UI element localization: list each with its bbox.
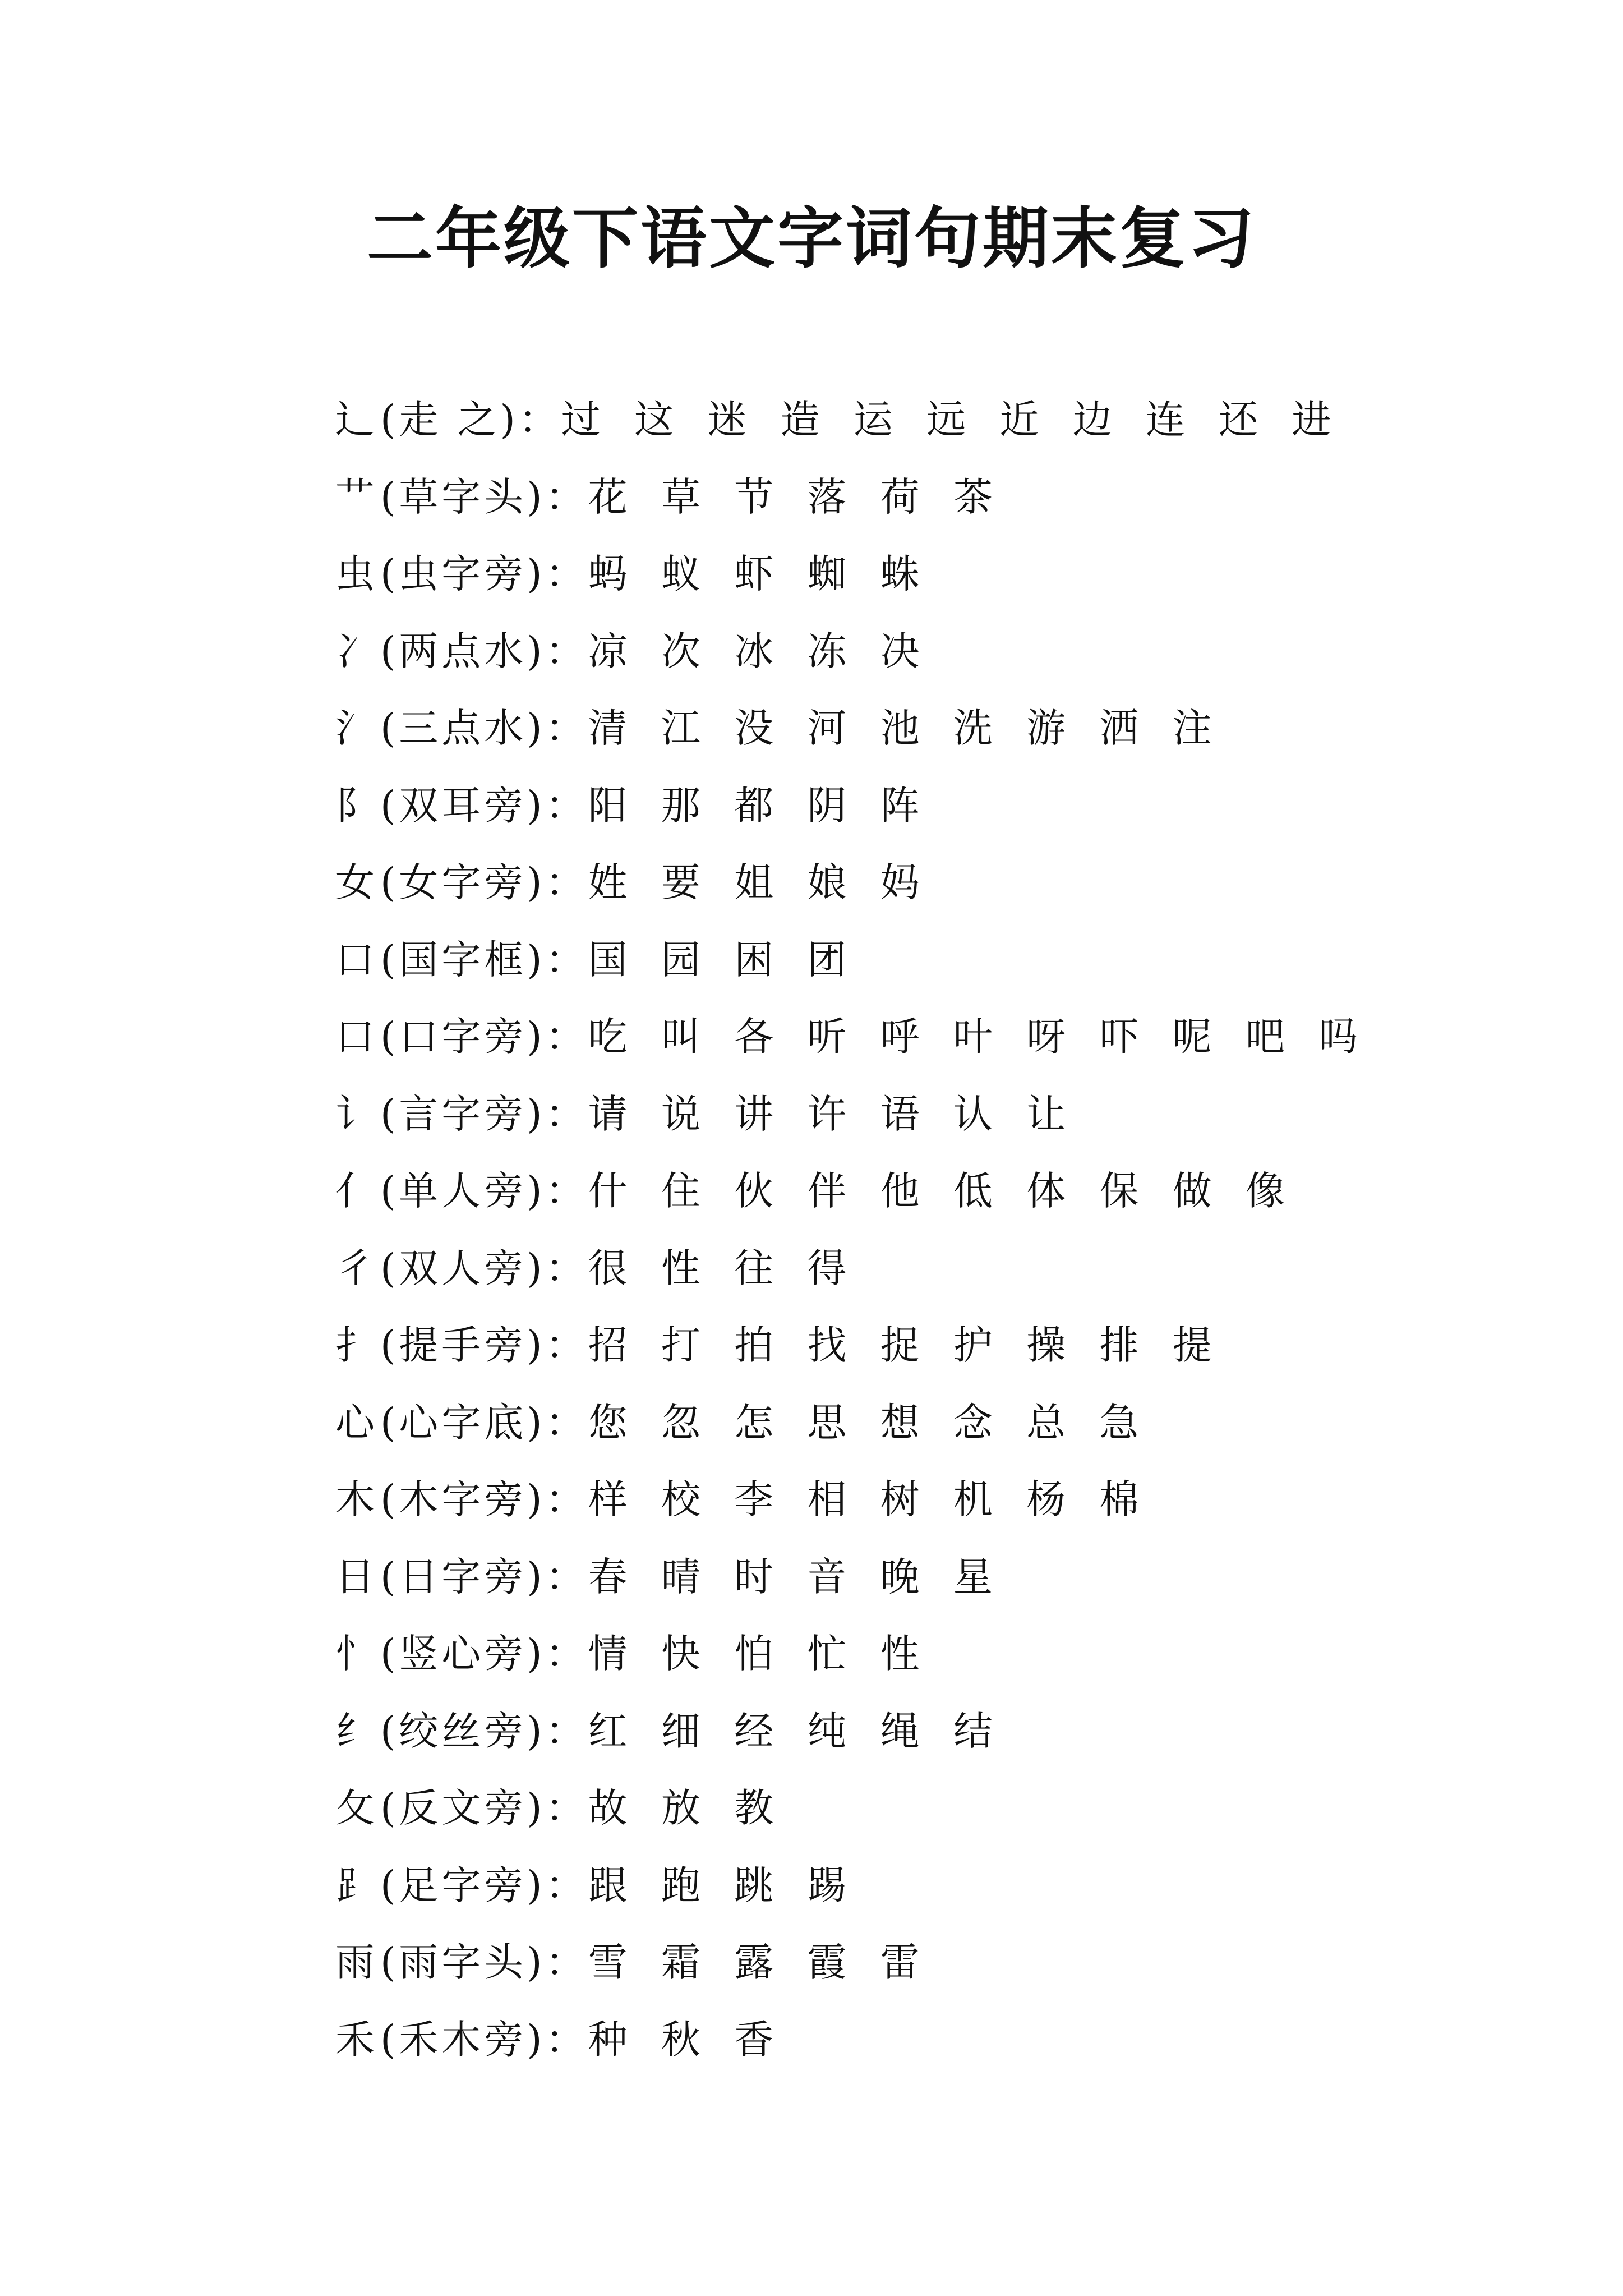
radical-row: [335, 1693, 1569, 1770]
example-characters: 花 草 节 落 荷 茶: [588, 473, 994, 520]
radical-row: [335, 1307, 1569, 1384]
radical-name: (三点水)：: [380, 705, 588, 751]
radical-row: [335, 1770, 1569, 1847]
radical-name: (木字旁)：: [380, 1476, 588, 1522]
radical-symbol: 冫: [335, 628, 375, 674]
radical-row: [335, 1924, 1569, 2001]
example-characters: 雪 霜 露 霞 雷: [588, 1939, 921, 1985]
example-characters: 跟 跑 跳 踢: [588, 1862, 848, 1908]
radical-symbol: 阝: [335, 782, 375, 829]
radical-name: (国字框)：: [380, 936, 588, 983]
example-characters: 请 说 讲 许 语 认 让: [588, 1091, 1067, 1137]
radical-row: [335, 1153, 1569, 1230]
page-title: 二年级下语文字词句期末复习: [366, 199, 1256, 277]
radical-symbol: 忄: [335, 1631, 375, 1677]
example-characters: 情 快 怕 忙 性: [588, 1631, 921, 1677]
radical-symbol: 讠: [335, 1091, 375, 1137]
radical-row: [335, 613, 1569, 691]
radical-row: [335, 1230, 1569, 1308]
radical-row: [335, 999, 1569, 1076]
example-characters: 国 园 困 团: [588, 936, 848, 983]
radical-row: [335, 844, 1569, 922]
example-characters: 姓 要 姐 娘 妈: [588, 859, 921, 905]
radical-symbol: 日: [335, 1553, 375, 1600]
example-characters: 春 晴 时 音 晚 星: [588, 1553, 994, 1600]
radical-row: [335, 1384, 1569, 1462]
radical-name: (心字底)：: [380, 1399, 588, 1446]
radical-name: (单人旁)：: [380, 1168, 588, 1214]
radical-row: [335, 2001, 1569, 2079]
radical-symbol: 虫: [335, 551, 375, 597]
example-characters: 您 忽 怎 思 想 念 总 急: [588, 1399, 1140, 1446]
example-characters: 样 校 李 相 树 机 杨 棉: [588, 1476, 1140, 1522]
radical-row: [335, 381, 1569, 459]
radical-name: (反文旁)：: [380, 1785, 588, 1831]
radical-symbol: 口: [335, 1014, 375, 1060]
example-characters: 故 放 教: [588, 1785, 775, 1831]
radical-name: (足字旁)：: [380, 1862, 588, 1908]
radical-symbol: 氵: [335, 705, 375, 751]
radical-symbol: 辶: [335, 397, 375, 443]
radical-name: (双人旁)：: [380, 1245, 588, 1291]
example-characters: 蚂 蚁 虾 蜘 蛛: [588, 551, 921, 597]
radical-symbol: 彳: [335, 1245, 375, 1291]
radical-name: (绞丝旁)：: [380, 1708, 588, 1754]
radical-row: [335, 690, 1569, 767]
radical-symbol: 攵: [335, 1785, 375, 1831]
radical-name: (双耳旁)：: [380, 782, 588, 829]
radical-name: (走 之)：: [380, 397, 561, 443]
radical-name: (草字头)：: [380, 473, 588, 520]
radical-symbol: 女: [335, 859, 375, 905]
radical-symbol: 亻: [335, 1168, 375, 1214]
example-characters: 凉 次 冰 冻 决: [588, 628, 921, 674]
radical-row: [335, 1616, 1569, 1693]
example-characters: 什 住 伙 伴 他 低 体 保 做 像: [588, 1168, 1286, 1214]
radical-name: (两点水)：: [380, 628, 588, 674]
radical-row: [335, 1076, 1569, 1153]
radical-row: [335, 1847, 1569, 1925]
example-characters: 红 细 经 纯 绳 结: [588, 1708, 994, 1754]
radical-symbol: ⻊: [335, 1862, 375, 1908]
radical-symbol: 禾: [335, 2016, 375, 2063]
radical-row: [335, 1539, 1569, 1616]
radical-name: (提手旁)：: [380, 1322, 588, 1368]
radical-name: (言字旁)：: [380, 1091, 588, 1137]
radical-symbol: 艹: [335, 473, 375, 520]
example-characters: 很 性 往 得: [588, 1245, 848, 1291]
radical-symbol: 心: [335, 1399, 375, 1446]
example-characters: 清 江 没 河 池 洗 游 洒 注: [588, 705, 1213, 751]
radical-row: [335, 922, 1569, 999]
radical-list: [335, 381, 1569, 2078]
example-characters: 过 这 迷 造 运 远 近 边 连 还 进: [561, 397, 1332, 443]
radical-row: [335, 1461, 1569, 1539]
radical-name: (禾木旁)：: [380, 2016, 588, 2063]
example-characters: 招 打 拍 找 捉 护 操 排 提: [588, 1322, 1213, 1368]
radical-name: (虫字旁)：: [380, 551, 588, 597]
radical-name: (女字旁)：: [380, 859, 588, 905]
radical-name: (竖心旁)：: [380, 1631, 588, 1677]
radical-symbol: 纟: [335, 1708, 375, 1754]
radical-row: [335, 767, 1569, 845]
radical-row: [335, 536, 1569, 613]
radical-name: (口字旁)：: [380, 1014, 588, 1060]
radical-symbol: 扌: [335, 1322, 375, 1368]
example-characters: 种 秋 香: [588, 2016, 775, 2063]
radical-symbol: 木: [335, 1476, 375, 1522]
example-characters: 阳 那 都 阴 阵: [588, 782, 921, 829]
radical-row: [335, 459, 1569, 536]
radical-symbol: 口: [335, 936, 375, 983]
example-characters: 吃 叫 各 听 呼 叶 呀 吓 呢 吧 吗: [588, 1014, 1359, 1060]
radical-name: (雨字头)：: [380, 1939, 588, 1985]
radical-name: (日字旁)：: [380, 1553, 588, 1600]
radical-symbol: 雨: [335, 1939, 375, 1985]
